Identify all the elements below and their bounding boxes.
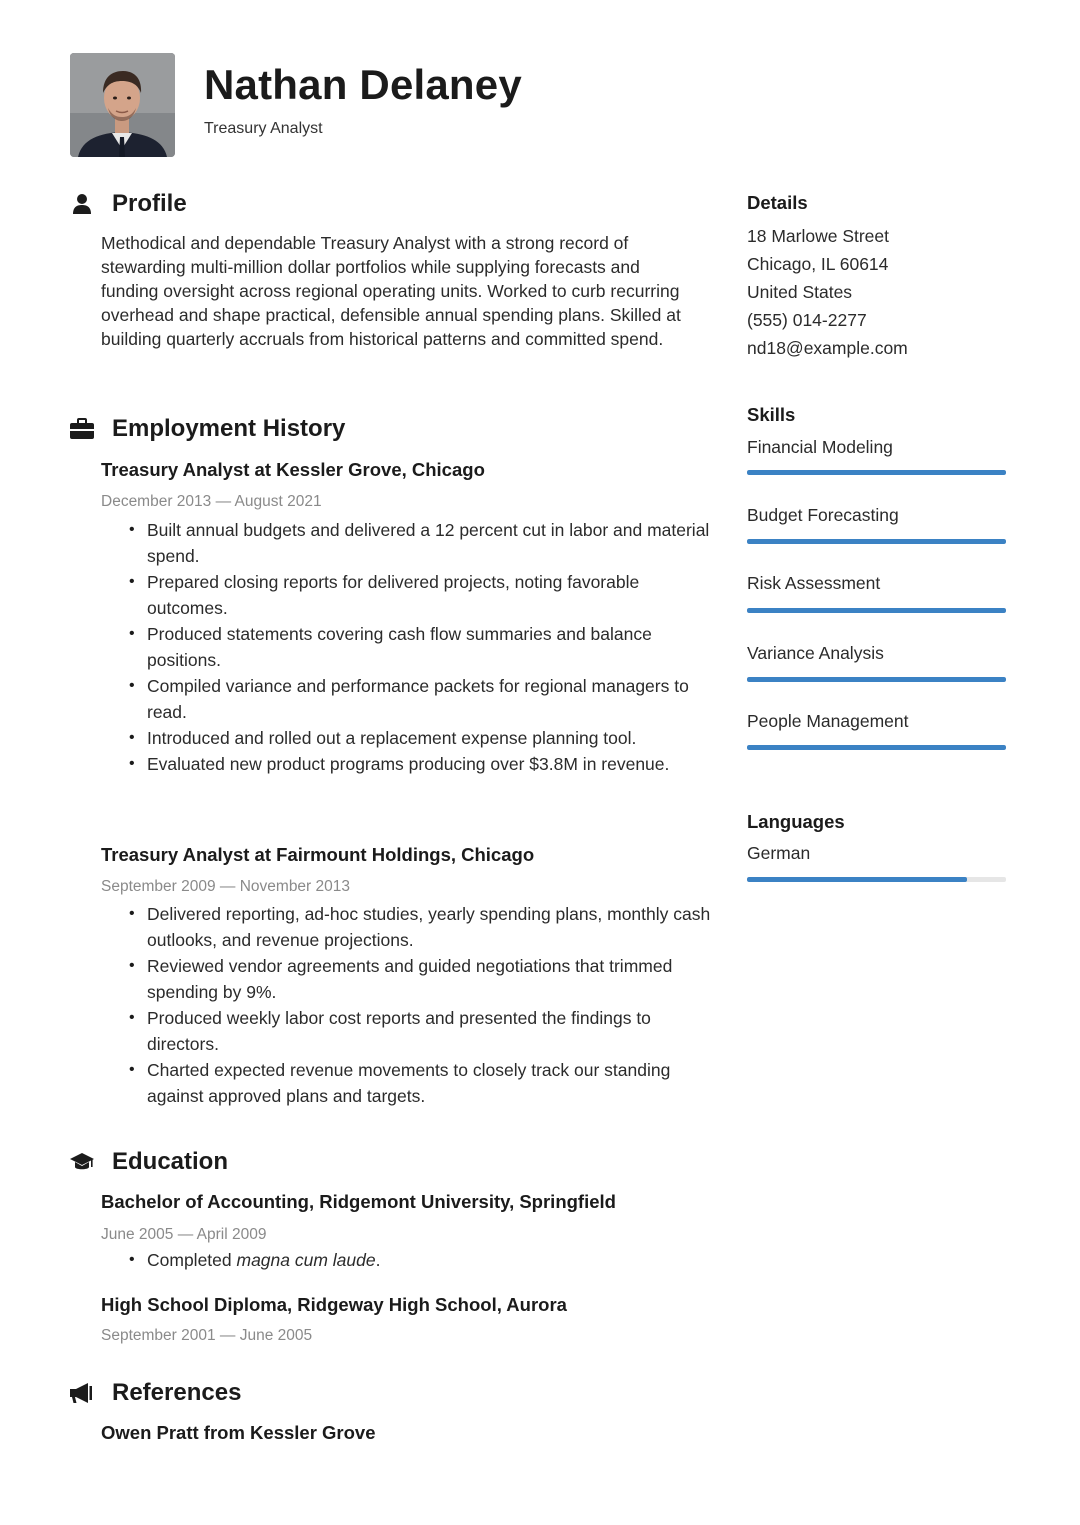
address-city: Chicago, IL 60614 (747, 254, 889, 274)
address-street: 18 Marlowe Street (747, 226, 890, 246)
address-country: United States (747, 282, 853, 302)
section-title: References (112, 1379, 242, 1406)
bullet-text: . (375, 1250, 381, 1270)
skill-label: Budget Forecasting (747, 505, 899, 525)
skill-level-bar (747, 745, 1006, 750)
list-item: • Delivered reporting, ad-hoc studies, yearly spending plans, monthly cash outlooks, and revenue projections. (101, 901, 711, 953)
language-level-bar (747, 877, 1006, 882)
skill-level-fill (747, 539, 1006, 544)
list-item (101, 1247, 711, 1273)
job-bullet-list (101, 901, 711, 1109)
list-item: • Produced weekly labor cost reports and presented the findings to directors. (101, 1005, 711, 1057)
education-title: High School Diploma, Ridgeway High School, Aurora (101, 1294, 567, 1315)
job-dates: September 2009 — November 2013 (101, 878, 351, 895)
job-bullet-list (101, 517, 711, 777)
candidate-title: Treasury Analyst (204, 120, 323, 137)
skill-label: Variance Analysis (747, 643, 884, 663)
employment-section-header (68, 413, 345, 445)
portrait-image (70, 53, 175, 157)
list-item: • Built annual budgets and delivered a 12 percent cut in labor and material spend. (101, 517, 711, 569)
skill-level-bar (747, 608, 1006, 613)
skill-level-bar (747, 677, 1006, 682)
education-dates: June 2005 — April 2009 (101, 1226, 267, 1243)
reference-entry: Owen Pratt from Kessler Grove (101, 1422, 376, 1443)
phone-number: (555) 014-2277 (747, 310, 867, 330)
languages-heading: Languages (747, 811, 845, 832)
skills-heading: Skills (747, 404, 796, 425)
skill-level-fill (747, 745, 1006, 750)
megaphone-icon (68, 1379, 96, 1407)
list-item: • Introduced and rolled out a replacement expense planning tool. (101, 725, 711, 751)
language-label: German (747, 843, 811, 863)
skill-level-fill (747, 608, 1006, 613)
profile-section-header (68, 188, 187, 220)
skill-label: Risk Assessment (747, 573, 881, 593)
profile-photo (70, 53, 175, 157)
list-item: • Prepared closing reports for delivered projects, noting favorable outcomes. (101, 569, 711, 621)
skill-label: Financial Modeling (747, 437, 893, 457)
education-bullet-list (101, 1247, 711, 1273)
profile-summary: Methodical and dependable Treasury Analyst with a strong record of stewarding multi-million dollar portfolios while supplying forecasts and funding oversight across regional operating units. Worked to curb recurring overhead and shape practical, defensible annual spending plans. Skilled at building quarterly accruals from historical patterns and committed spend. (101, 233, 681, 349)
skill-level-fill (747, 470, 1006, 475)
list-item: • Charted expected revenue movements to closely track our standing against approved plans and targets. (101, 1057, 711, 1109)
section-title: Education (112, 1148, 229, 1175)
education-section-header (68, 1146, 228, 1178)
skill-label: People Management (747, 711, 909, 731)
briefcase-icon (68, 415, 96, 443)
references-section-header (68, 1377, 241, 1409)
bullet-text: Completed (147, 1250, 237, 1270)
education-title: Bachelor of Accounting, Ridgemont University, Springfield (101, 1191, 616, 1212)
skill-level-bar (747, 470, 1006, 475)
language-level-fill (747, 877, 967, 882)
details-heading: Details (747, 192, 808, 213)
education-dates: September 2001 — June 2005 (101, 1327, 313, 1344)
list-item: • Reviewed vendor agreements and guided negotiations that trimmed spending by 9%. (101, 953, 711, 1005)
graduation-cap-icon (68, 1148, 96, 1176)
job-title: Treasury Analyst at Fairmount Holdings, Chicago (101, 844, 535, 865)
candidate-name: Nathan Delaney (204, 61, 522, 108)
job-title: Treasury Analyst at Kessler Grove, Chicago (101, 459, 485, 480)
list-item: • Evaluated new product programs producing over $3.8M in revenue. (101, 751, 711, 777)
email-address: nd18@example.com (747, 338, 908, 358)
person-icon (68, 190, 96, 218)
list-item: • Produced statements covering cash flow summaries and balance positions. (101, 621, 711, 673)
resume-header (70, 53, 770, 157)
section-title: Profile (112, 190, 187, 217)
bullet-emphasis: magna cum laude (236, 1250, 376, 1270)
list-item: • Compiled variance and performance packets for regional managers to read. (101, 673, 711, 725)
skill-level-fill (747, 677, 1006, 682)
skill-level-bar (747, 539, 1006, 544)
section-title: Employment History (112, 415, 346, 442)
job-dates: December 2013 — August 2021 (101, 493, 322, 510)
